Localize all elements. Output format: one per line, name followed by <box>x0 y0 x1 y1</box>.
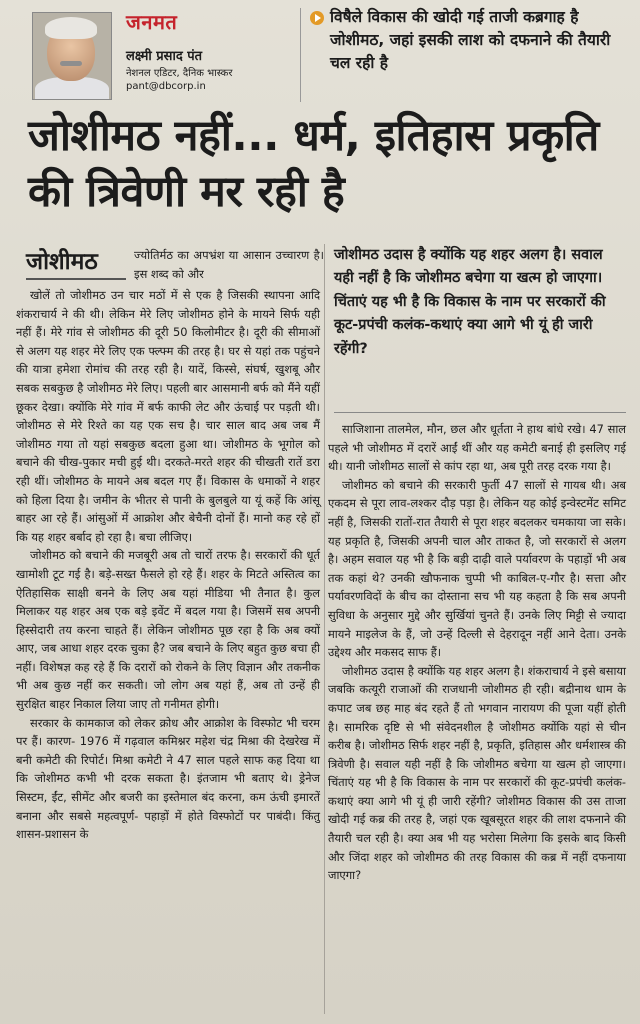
paragraph: साजिशाना तालमेल, मौन, छल और धूर्तता ने हाथ बांधे रखे। 47 साल पहले भी जोशीमठ में दरारें आईं थीं और यह कमेटी बनाई ही इसलिए गई थी। यानी जोशीमठ सालों से कांप रहा था, अब पूरी तरह दरक गया है। <box>328 422 626 474</box>
paragraph: जोशीमठ उदास है क्योंकि यह शहर अलग है। शंकराचार्य ने इसे बसाया जबकि कत्यूरी राजाओं की राजधानी जोशीमठ ही रही। बद्रीनाथ धाम के कपाट जब छह माह बंद रहते हैं तो भगवान नारायण की पूजा यहीं होती है। सामरिक दृष्टि से भी संवेदनशील है जोशीमठ क्योंकि यहां से चीन करीब है। जोशीमठ सिर्फ शहर नहीं है, प्रकृति, इतिहास और धर्मशास्त्र की त्रिवेणी है। सवाल यही नहीं है कि जोशीमठ बचेगा या खत्म हो जाएगा। चिंताएं यह भी है कि विकास के नाम पर सरकारों की कूट-प्रपंची कलंक- कथाएं क्या आगे भी यूं ही जारी रहेंगी? जोशीमठ विकास की उस ताजा खोदी गई कब्र की तरह है, जहां एक खूबसूरत शहर की लाश दफनाने की तैयारी चल रही है। क्या अब भी यह भरोसा मिलेगा कि इसके बाद किसी और जिंदा शहर को जोशीमठ की तरह विकास की कब्र में नहीं दफनाया जाएगा? <box>328 663 626 883</box>
paragraph: जोशीमठ को बचाने की सरकारी फुर्ती 47 सालों से गायब थी। अब एकदम से पूरा लाव-लश्कर दौड़ पड़ा है। लेकिन यह कोई इन्वेस्टमेंट समिट नहीं है, जिसकी रातों-रात तैयारी से पूरा शहर बदलकर चमकाया जा सके। यह प्रकृति है, जिसकी अपनी चाल और ताकत है, जो सरकारों से अलग है। अहम सवाल यह भी है कि बड़ी दाढ़ी वाले पर्यावरण के पहाड़ों भी अब तक कहां थे? उनकी खौफनाक चुप्पी भी काबिल-ए-गौर है। सत्ता और पर्यावरणविदों के बीच का दोस्ताना सच भी यह कहता है कि सब अपनी सुविधा के अनुसार मुद्दे और सुर्खियां चुनते हैं। उनके लिए मिट्टी से ज्यादा मायने माइलेज के हैं, जो उन्हें दिल्ली से देहरादून नहीं आने देता। उनके उद्देश्य और मकसद साफ हैं। <box>328 477 626 660</box>
column-label: जनमत <box>126 10 178 34</box>
dateline-rule <box>26 278 126 280</box>
paragraph: खोलें तो जोशीमठ उन चार मठों में से एक है जिसकी स्थापना आदि शंकराचार्य ने की थी। लेकिन मेरे लिए जोशीमठ होने के मायने सिर्फ यही नहीं हैं। मेरे गांव से जोशीमठ की दूरी 50 किलोमीटर है। दूरी की सीमाओं से अलग यह शहर मेरे लिए एक फ्ल्फ्म की तरह है। घर से यहां तक पहुंचने की यात्रा हमेशा रोमांच की तरह रही है। यादें, किस्से, संघर्ष, खुशबू और सबक सबकुछ है जोशीमठ मेरे लिए। पहली बार आसमानी बर्फ को मैंने यहीं छूकर देखा। क्योंकि मेरे गांव में बर्फ काफी लेट और ऊंचाई पर पड़ती थी। जोशीमठ से मेरे रिश्ते का यह एक सच है। चार साल बाद अब जब मैं जोशीमठ गया तो यहां सबकुछ बदला हुआ था। जोशीमठ के भूगोल को बचाने की चीख-पुकार मची हुई थी। दरकते-मरते शहर की चीखती रातें डरा रही थीं। जोशीमठ के मायने अब बदल गए हैं। विकास के धमाकों ने शहर को हिला दिया है। जमीन के भीतर से पानी के बुलबुले या यूं कहें कि आंसू बाहर आ रहे हैं। आंसुओं में आक्रोश और बेचैनी दोनों हैं। मानो कह रहे हों कि यह शहर बर्बाद हो रहा है। बचा लीजिए। <box>16 288 320 544</box>
teaser-text: विषैले विकास की खोदी गई ताजी कब्रगाह है जोशीमठ, जहां इसकी लाश को दफनाने की तैयारी चल रही है <box>330 8 611 72</box>
article-column-1 <box>16 286 320 844</box>
header-divider <box>300 8 301 102</box>
author-name: लक्ष्मी प्रसाद पंत <box>126 49 203 64</box>
author-email: pant@dbcorp.in <box>126 81 206 92</box>
author-designation: नेशनल एडिटर, दैनिक भास्कर <box>126 68 233 79</box>
paragraph: जोशीमठ को बचाने की मजबूरी अब तो चारों तरफ है। सरकारों की धूर्त खामोशी टूट गई है। बड़े-सख्त फैसले हो रहे हैं। शहर के मिटते अस्तित्व का ऐतिहासिक साक्षी बनने के लिए अब यहां मीडिया भी तैनात है। कुल मिलाकर यह शहर अब एक बड़े इवेंट में बदल गया है। जिसमें सब अपनी हिस्सेदारी तय करना चाहते हैं। लेकिन जोशीमठ पूछ रहा है कि अब क्यों आए, जब आधा शहर दरक चुका है? जब बचाने के लिए बहुत कुछ बचा ही नहीं। विशेषज्ञ कह रहे हैं कि दरारों को रोकने के लिए विज्ञान और तकनीक भी अब कुछ नहीं कर सकती। जो लोग अब यहां हैं, अब तो उन्हें ही सुरक्षित बाहर निकाल लिया जाए तो गनीमत होगी। <box>16 548 320 712</box>
headline: जोशीमठ नहीं... धर्म, इतिहास प्रकृति की त्रिवेणी मर रही है <box>28 111 599 217</box>
author-photo <box>32 12 112 100</box>
column-divider <box>324 244 325 1014</box>
paragraph: सरकार के कामकाज को लेकर क्रोध और आक्रोश के विस्फोट भी चरम पर हैं। कारण- 1976 में गढ़वाल कमिश्नर महेश चंद्र मिश्रा की देखरेख में बनी कमेटी की रिपोर्ट। मिश्रा कमेटी ने 47 साल पहले साफ कह दिया था कि जोशीमठ कभी भी दरक सकता है। इंतजाम भी बताए थे। ड्रेनेज सिस्टम, ईंट, सीमेंट और बजरी का इस्तेमाल बंद करना, कम ऊंची इमारतें बनाना और सबसे महत्वपूर्ण- पहाड़ों में होते विस्फोटों पर पाबंदी। किंतु शासन-प्रशासन के <box>16 715 320 842</box>
article-column-2 <box>328 420 626 885</box>
lead-text: ज्योतिर्मठ का अपभ्रंश या आसान उच्चारण है। इस शब्द को और <box>134 248 324 281</box>
pull-quote-rule <box>334 412 626 413</box>
arrow-bullet-icon <box>310 11 324 25</box>
pull-quote: जोशीमठ उदास है क्योंकि यह शहर अलग है। सवाल यही नहीं है कि जोशीमठ बचेगा या खत्म हो जाएगा। चिंताएं यह भी है कि विकास के नाम पर सरकारों की कूट-प्रपंची कलंक-कथाएं क्या आगे भी यूं ही जारी रहेंगी? <box>334 247 606 357</box>
dateline: जोशीमठ <box>26 249 98 275</box>
